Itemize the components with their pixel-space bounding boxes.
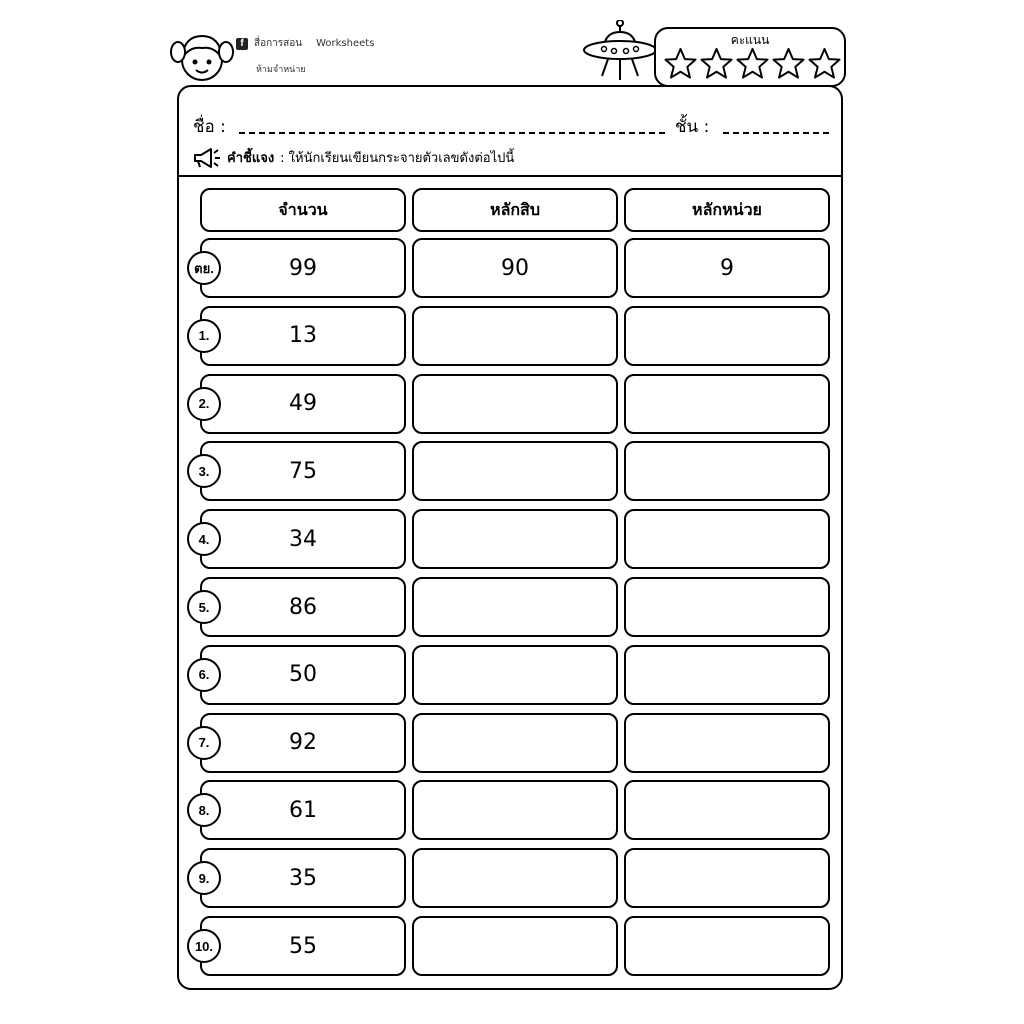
star-icon[interactable] — [700, 47, 733, 80]
score-label: คะแนน — [730, 33, 770, 47]
star-icon[interactable] — [664, 47, 697, 80]
star-icon[interactable] — [772, 47, 805, 80]
number-cell: 13 — [200, 306, 406, 366]
worksheet-frame — [177, 85, 843, 990]
units-cell[interactable] — [624, 916, 830, 976]
number-cell: 50 — [200, 645, 406, 705]
girl-mascot-icon — [170, 24, 234, 88]
tens-cell[interactable] — [412, 780, 618, 840]
units-cell[interactable] — [624, 441, 830, 501]
units-cell[interactable] — [624, 713, 830, 773]
units-cell[interactable] — [624, 374, 830, 434]
row-number-badge: 2. — [187, 387, 221, 421]
not-for-sale-notice: ห้ามจำหน่าย — [256, 65, 306, 75]
tens-cell[interactable] — [412, 645, 618, 705]
student-info-section — [179, 87, 841, 177]
tens-cell[interactable] — [412, 509, 618, 569]
tens-cell[interactable] — [412, 306, 618, 366]
row-number-badge: 4. — [187, 522, 221, 556]
worksheets-label: Worksheets — [316, 38, 375, 49]
row-number-badge: 7. — [187, 726, 221, 760]
ufo-icon — [580, 20, 658, 84]
tens-cell[interactable] — [412, 577, 618, 637]
row-number-badge: 8. — [187, 793, 221, 827]
row-number-badge: 9. — [187, 861, 221, 895]
social-credit — [236, 36, 374, 51]
col-header-units: หลักหน่วย — [624, 188, 830, 232]
tens-cell[interactable] — [412, 374, 618, 434]
number-cell: 55 — [200, 916, 406, 976]
units-cell[interactable] — [624, 645, 830, 705]
units-cell[interactable] — [624, 306, 830, 366]
tens-cell[interactable] — [412, 916, 618, 976]
name-field[interactable] — [239, 110, 665, 134]
score-box — [654, 27, 846, 87]
grade-label: ชั้น : — [675, 117, 710, 137]
row-number-badge: 1. — [187, 319, 221, 353]
number-cell: 34 — [200, 509, 406, 569]
col-header-number: จำนวน — [200, 188, 406, 232]
tens-cell[interactable] — [412, 713, 618, 773]
instruction — [191, 145, 514, 169]
row-number-badge: 6. — [187, 658, 221, 692]
tens-cell[interactable] — [412, 441, 618, 501]
number-cell: 35 — [200, 848, 406, 908]
number-cell: 92 — [200, 713, 406, 773]
instruction-text: : ให้นักเรียนเขียนกระจายตัวเลขดังต่อไปนี้ — [280, 150, 515, 166]
worksheet-header — [170, 20, 850, 92]
units-cell[interactable] — [624, 848, 830, 908]
row-number-badge: 3. — [187, 454, 221, 488]
name-label: ชื่อ : — [193, 117, 226, 137]
tens-cell[interactable]: 90 — [412, 238, 618, 298]
number-cell: 49 — [200, 374, 406, 434]
score-stars — [664, 47, 841, 80]
col-header-tens: หลักสิบ — [412, 188, 618, 232]
facebook-icon: f — [236, 38, 248, 50]
star-icon[interactable] — [736, 47, 769, 80]
units-cell[interactable] — [624, 780, 830, 840]
units-cell[interactable] — [624, 509, 830, 569]
units-cell[interactable]: 9 — [624, 238, 830, 298]
row-number-badge: ตย. — [187, 251, 221, 285]
page-name: สื่อการสอน — [254, 38, 303, 49]
number-cell: 61 — [200, 780, 406, 840]
number-cell: 75 — [200, 441, 406, 501]
row-number-badge: 10. — [187, 929, 221, 963]
number-cell: 86 — [200, 577, 406, 637]
star-icon[interactable] — [808, 47, 841, 80]
tens-cell[interactable] — [412, 848, 618, 908]
number-cell: 99 — [200, 238, 406, 298]
units-cell[interactable] — [624, 577, 830, 637]
megaphone-icon — [191, 145, 221, 169]
instruction-label: คำชี้แจง — [227, 150, 275, 166]
grade-field[interactable] — [723, 110, 829, 134]
row-number-badge: 5. — [187, 590, 221, 624]
